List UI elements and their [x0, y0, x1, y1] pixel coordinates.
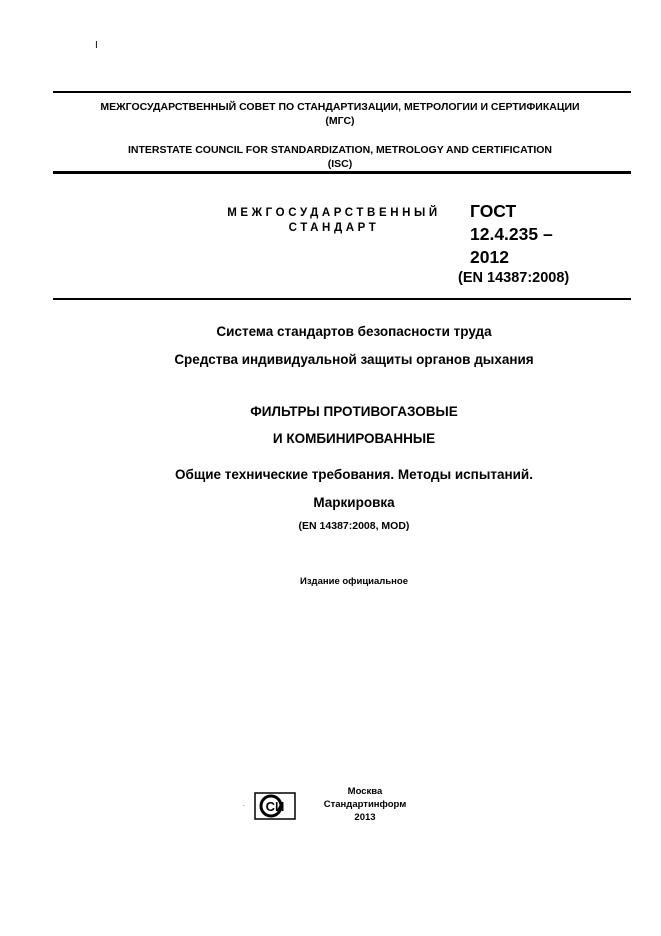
- council-name-en: [50, 143, 630, 171]
- publication-year: 2013: [354, 812, 376, 823]
- edition-label: Издание официальное: [300, 576, 408, 587]
- designation-line3: 2012: [470, 247, 509, 267]
- designation-line1: ГОСТ: [470, 201, 517, 221]
- ppe-title: Средства индивидуальной защиты органов дыхания: [174, 352, 534, 367]
- logo-mark-dot: .: [243, 802, 245, 808]
- standard-designation: [470, 200, 553, 269]
- standartinform-logo-icon: [254, 792, 296, 820]
- council-name-ru: [50, 100, 630, 128]
- en-mod-reference: (EN 14387:2008, MOD): [298, 520, 410, 532]
- council-abbr-en: (ISC): [327, 158, 353, 170]
- title-divider: [53, 298, 631, 300]
- corner-mark: I: [95, 40, 98, 51]
- document-subtitle-marking: Маркировка: [313, 495, 395, 510]
- council-abbr-ru: (МГС): [325, 115, 355, 127]
- standard-type-line2: СТАНДАРТ: [288, 222, 380, 234]
- document-title-line1: ФИЛЬТРЫ ПРОТИВОГАЗОВЫЕ: [250, 404, 458, 419]
- publisher-block: [300, 785, 430, 824]
- designation-en-reference: (EN 14387:2008): [458, 270, 570, 286]
- council-name-ru-line: МЕЖГОСУДАРСТВЕННЫЙ СОВЕТ ПО СТАНДАРТИЗАЦИИ, МЕТРОЛОГИИ И СЕРТИФИКАЦИИ: [100, 101, 580, 113]
- standard-type-label: [206, 206, 462, 236]
- standard-type-line1: МЕЖГОСУДАРСТВЕННЫЙ: [227, 207, 441, 219]
- logo-text: СИ: [265, 799, 285, 814]
- system-title: Система стандартов безопасности труда: [216, 324, 492, 339]
- publisher-name: Стандартинформ: [323, 799, 407, 810]
- document-title-line2: И КОМБИНИРОВАННЫЕ: [272, 431, 436, 446]
- top-divider: [53, 91, 631, 93]
- document-subtitle: Общие технические требования. Методы испытаний.: [175, 467, 533, 482]
- publisher-city: Москва: [347, 786, 383, 797]
- designation-line2: 12.4.235 –: [470, 224, 553, 244]
- council-name-en-line: INTERSTATE COUNCIL FOR STANDARDIZATION, METROLOGY AND CERTIFICATION: [127, 144, 553, 156]
- header-divider: [53, 171, 631, 174]
